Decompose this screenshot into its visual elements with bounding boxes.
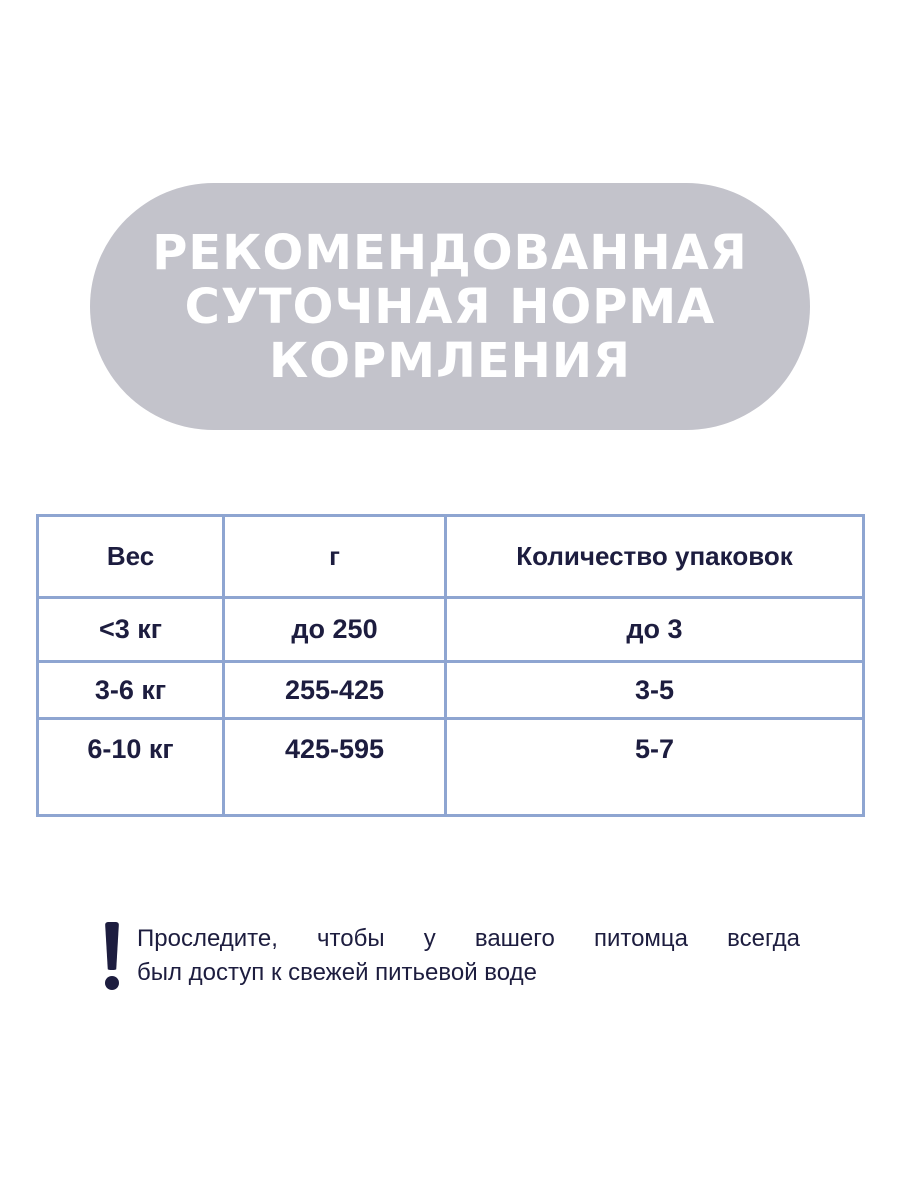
notice-line-2: был доступ к свежей питьевой воде	[137, 959, 537, 986]
header-packs: Количество упаковок	[446, 516, 864, 598]
title-banner	[90, 183, 810, 430]
cell-packs: 5-7	[446, 719, 864, 816]
notice-line-1: Проследите, чтобы у вашего питомца всегда	[137, 925, 800, 952]
title-line-2: СУТОЧНАЯ НОРМА	[184, 278, 716, 335]
cell-weight: <3 кг	[38, 598, 224, 662]
cell-grams: 425-595	[224, 719, 446, 816]
header-grams: г	[224, 516, 446, 598]
header-weight: Вес	[38, 516, 224, 598]
cell-weight: 6-10 кг	[38, 719, 224, 816]
table-row	[38, 662, 864, 719]
title-line-3: КОРМЛЕНИЯ	[269, 332, 631, 389]
cell-grams: до 250	[224, 598, 446, 662]
table-row	[38, 719, 864, 816]
notice-text	[137, 922, 800, 990]
cell-packs: 3-5	[446, 662, 864, 719]
table-header-row	[38, 516, 864, 598]
exclamation-icon	[102, 922, 122, 994]
feeding-table	[36, 514, 865, 817]
title-line-1: РЕКОМЕНДОВАННАЯ	[152, 224, 748, 281]
cell-grams: 255-425	[224, 662, 446, 719]
cell-weight: 3-6 кг	[38, 662, 224, 719]
water-notice	[100, 918, 800, 998]
table-row	[38, 598, 864, 662]
cell-packs: до 3	[446, 598, 864, 662]
